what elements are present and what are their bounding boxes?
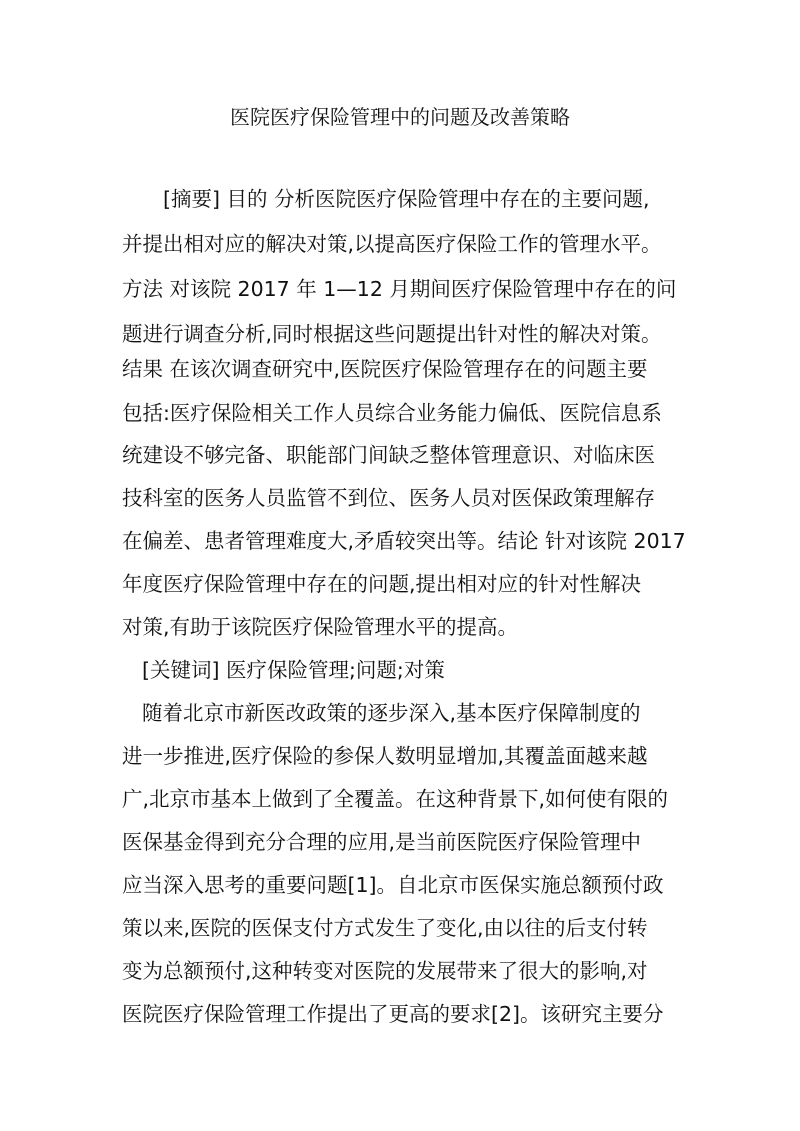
abstract-line: 包括:医疗保险相关工作人员综合业务能力偏低、医院信息系 [122,401,662,425]
keywords-line: [关键词] 医疗保险管理;问题;对策 [142,658,445,682]
intro-line: 医保基金得到充分合理的应用,是当前医院医疗保险管理中 [122,830,642,854]
abstract-line: 并提出相对应的解决对策,以提高医疗保险工作的管理水平。 [122,232,662,256]
intro-line: 医院医疗保险管理工作提出了更高的要求[2]。该研究主要分 [122,1002,664,1026]
abstract-line: [摘要] 目的 分析医院医疗保险管理中存在的主要问题, [163,187,650,211]
abstract-line: 年度医疗保险管理中存在的问题,提出相对应的针对性解决 [122,572,642,596]
abstract-line: 统建设不够完备、职能部门间缺乏整体管理意识、对临床医 [122,443,655,467]
intro-line: 变为总额预付,这种转变对医院的发展带来了很大的影响,对 [122,959,648,983]
abstract-line: 方法 对该院 2017 年 1—12 月期间医疗保险管理中存在的问 [122,277,677,301]
abstract-line: 题进行调查分析,同时根据这些问题提出针对性的解决对策。 [122,322,662,346]
intro-line: 进一步推进,医疗保险的参保人数明显增加,其覆盖面越来越 [122,744,648,768]
intro-line: 策以来,医院的医保支付方式发生了变化,由以往的后支付转 [122,916,648,940]
intro-line: 广,北京市基本上做到了全覆盖。在这种背景下,如何使有限的 [122,787,669,811]
abstract-line: 在偏差、患者管理难度大,矛盾较突出等。结论 针对该院 2017 [122,529,686,553]
intro-line: 随着北京市新医改政策的逐步深入,基本医疗保障制度的 [142,701,641,725]
intro-line: 应当深入思考的重要问题[1]。自北京市医保实施总额预付政 [122,873,664,897]
abstract-line: 技科室的医务人员监管不到位、医务人员对医保政策理解存 [122,486,655,510]
abstract-line: 对策,有助于该院医疗保险管理水平的提高。 [122,615,519,639]
document-title: 医院医疗保险管理中的问题及改善策略 [230,105,570,129]
abstract-line: 结果 在该次调查研究中,医院医疗保险管理存在的问题主要 [122,357,648,381]
